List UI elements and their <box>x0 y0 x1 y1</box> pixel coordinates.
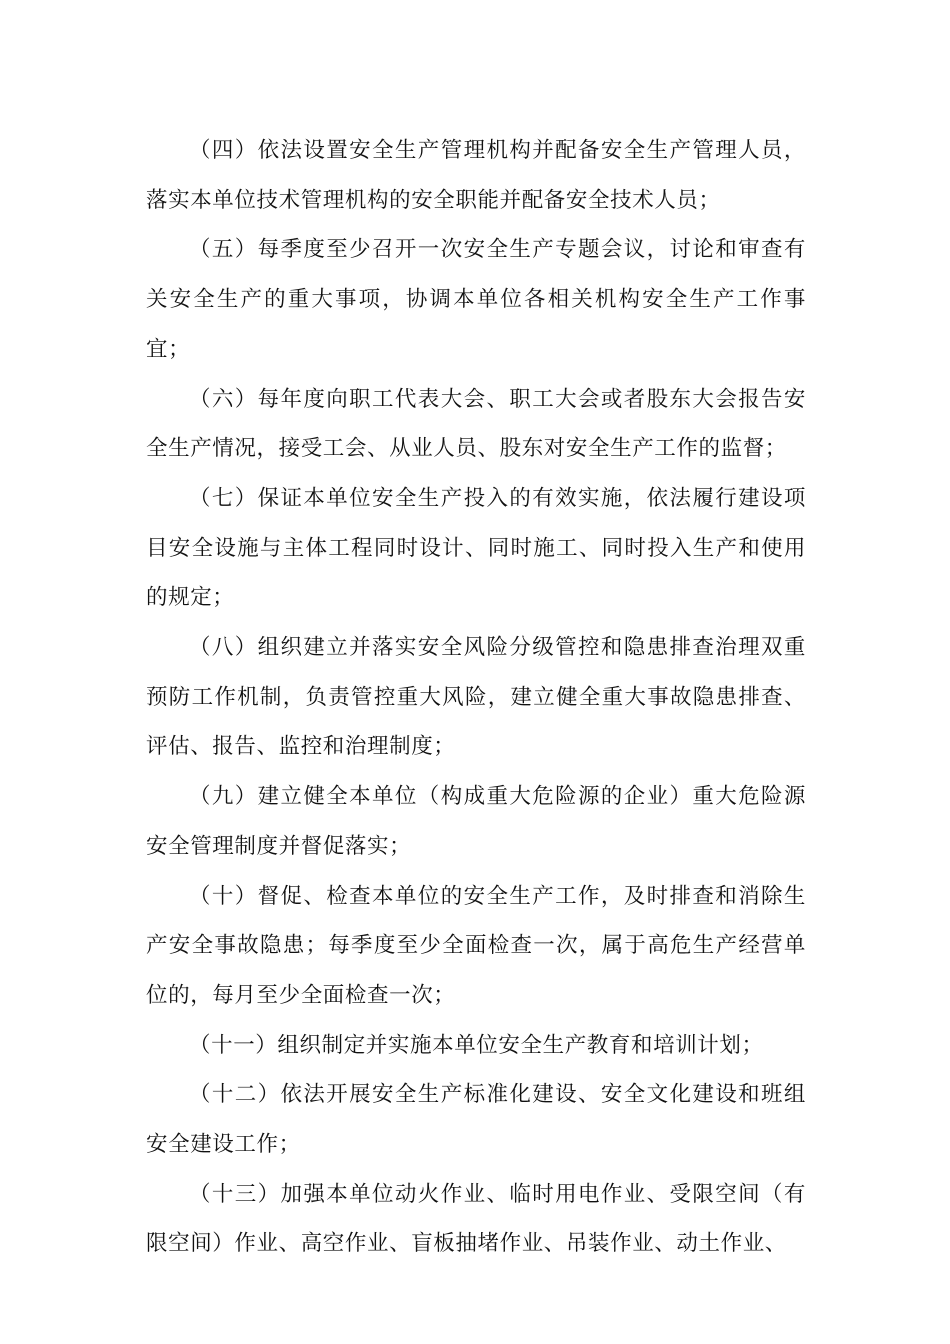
paragraph-item-4: （四）依法设置安全生产管理机构并配备安全生产管理人员，落实本单位技术管理机构的安全职能并配备安全技术人员； <box>146 138 806 213</box>
document-body <box>146 126 806 1269</box>
paragraph-item-11: （十一）组织制定并实施本单位安全生产教育和培训计划； <box>189 1032 764 1058</box>
paragraph-item-9: （九）建立健全本单位（构成重大危险源的企业）重大危险源安全管理制度并督促落实； <box>146 784 806 859</box>
paragraph-item-8: （八）组织建立并落实安全风险分级管控和隐患排查治理双重预防工作机制，负责管控重大风险，建立健全重大事故隐患排查、评估、报告、监控和治理制度； <box>146 635 806 760</box>
paragraph-item-6: （六）每年度向职工代表大会、职工大会或者股东大会报告安全生产情况，接受工会、从业人员、股东对安全生产工作的监督； <box>146 386 806 462</box>
paragraph-item-13: （十三）加强本单位动火作业、临时用电作业、受限空间（有限空间）作业、高空作业、盲板抽堵作业、吊装作业、动土作业、 <box>146 1181 806 1257</box>
paragraph-item-5: （五）每季度至少召开一次安全生产专题会议，讨论和审查有关安全生产的重大事项，协调本单位各相关机构安全生产工作事宜； <box>146 237 806 362</box>
paragraph-item-7: （七）保证本单位安全生产投入的有效实施，依法履行建设项目安全设施与主体工程同时设计、同时施工、同时投入生产和使用的规定； <box>146 485 806 611</box>
paragraph-item-12: （十二）依法开展安全生产标准化建设、安全文化建设和班组安全建设工作； <box>146 1082 806 1158</box>
paragraph-item-10: （十）督促、检查本单位的安全生产工作，及时排查和消除生产安全事故隐患；每季度至少全面检查一次，属于高危生产经营单位的，每月至少全面检查一次； <box>146 883 806 1008</box>
